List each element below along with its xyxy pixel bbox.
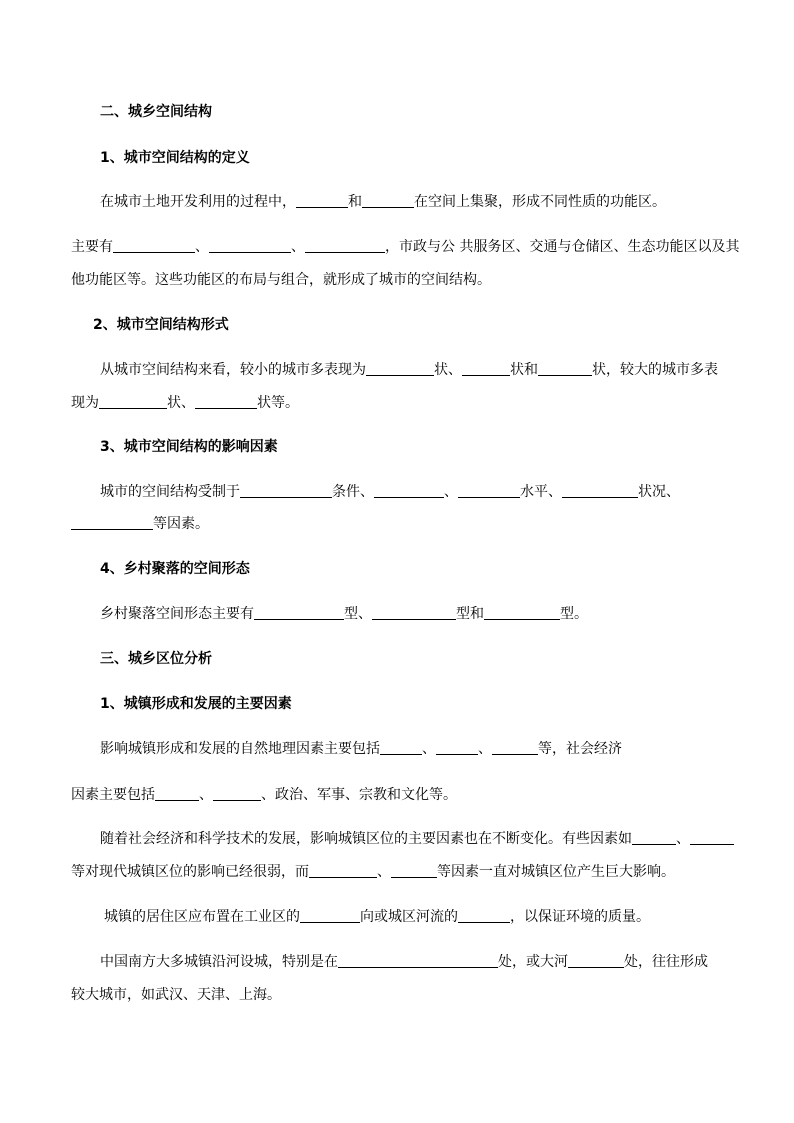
text-line: 等因素。 (71, 515, 209, 533)
text-line: 城市的空间结构受制于 条件、 、 水平、 状况、 (100, 484, 680, 500)
text-line: 因素主要包括 、 、政治、军事、宗教和文化等。 (71, 787, 457, 803)
subsection-title: 1、城镇形成和发展的主要因素 (100, 696, 292, 712)
fill-blank[interactable] (391, 863, 437, 878)
fill-blank[interactable] (338, 953, 498, 968)
fill-blank[interactable] (690, 830, 734, 845)
fill-blank[interactable] (484, 605, 560, 620)
fill-blank[interactable] (458, 483, 520, 498)
text-line: 城镇的居住区应布置在工业区的 向或城区河流的 ，以保证环境的质量。 (104, 909, 650, 925)
fill-blank[interactable] (362, 193, 414, 208)
fill-blank[interactable] (538, 361, 592, 376)
section-heading-2: 二、城乡空间结构 (100, 104, 212, 120)
fill-blank[interactable] (632, 830, 676, 845)
fill-blank[interactable] (568, 953, 624, 968)
section-heading-3: 三、城乡区位分析 (100, 651, 212, 667)
fill-blank[interactable] (209, 238, 291, 253)
text-line: 中国南方大多城镇沿河设城，特别是在 处，或大河 处，往往形成 (100, 954, 708, 970)
fill-blank[interactable] (300, 908, 360, 923)
fill-blank[interactable] (296, 193, 348, 208)
fill-blank[interactable] (458, 908, 510, 923)
text-line: 随着社会经济和科学技术的发展，影响城镇区位的主要因素也在不断变化。有些因素如 、 (100, 830, 734, 848)
text-line: 较大城市，如武汉、天津、上海。 (71, 987, 281, 1003)
text-line: 影响城镇形成和发展的自然地理因素主要包括 、 、 等，社会经济 (100, 741, 622, 757)
fill-blank[interactable] (99, 394, 167, 409)
fill-blank[interactable] (492, 740, 538, 755)
text-line: 他功能区等。这些功能区的布局与组合，就形成了城市的空间结构。 (71, 272, 491, 288)
fill-blank[interactable] (240, 483, 332, 498)
subsection-title: 4、乡村聚落的空间形态 (100, 561, 250, 577)
fill-blank[interactable] (305, 238, 385, 253)
fill-blank[interactable] (71, 515, 153, 530)
fill-blank[interactable] (113, 238, 195, 253)
text-line: 在城市土地开发利用的过程中， 和 在空间上集聚，形成不同性质的功能区。 (100, 194, 666, 210)
text-line: 主要有 、 、 ，市政与公 共服务区、交通与仓储区、生态功能区以及其 (71, 239, 740, 255)
fill-blank[interactable] (374, 483, 444, 498)
subsection-title: 1、城市空间结构的定义 (100, 150, 250, 166)
fill-blank[interactable] (562, 483, 638, 498)
fill-blank[interactable] (436, 740, 478, 755)
text-line: 等对现代城镇区位的影响已经很弱，而 、 等因素一直对城镇区位产生巨大影响。 (71, 864, 675, 880)
text-line: 现为 状、 状等。 (71, 395, 299, 411)
fill-blank[interactable] (380, 740, 422, 755)
fill-blank[interactable] (372, 605, 456, 620)
fill-blank[interactable] (462, 361, 510, 376)
fill-blank[interactable] (155, 786, 199, 801)
fill-blank[interactable] (309, 863, 377, 878)
fill-blank[interactable] (366, 361, 434, 376)
subsection-title: 3、城市空间结构的影响因素 (100, 439, 278, 455)
text-line: 从城市空间结构来看，较小的城市多表现为 状、 状和 状，较大的城市多表 (100, 362, 718, 378)
subsection-title: 2、城市空间结构形式 (93, 317, 229, 333)
fill-blank[interactable] (195, 394, 257, 409)
fill-blank[interactable] (254, 605, 344, 620)
text-line: 乡村聚落空间形态主要有 型、 型和 型。 (100, 606, 588, 622)
fill-blank[interactable] (213, 786, 261, 801)
